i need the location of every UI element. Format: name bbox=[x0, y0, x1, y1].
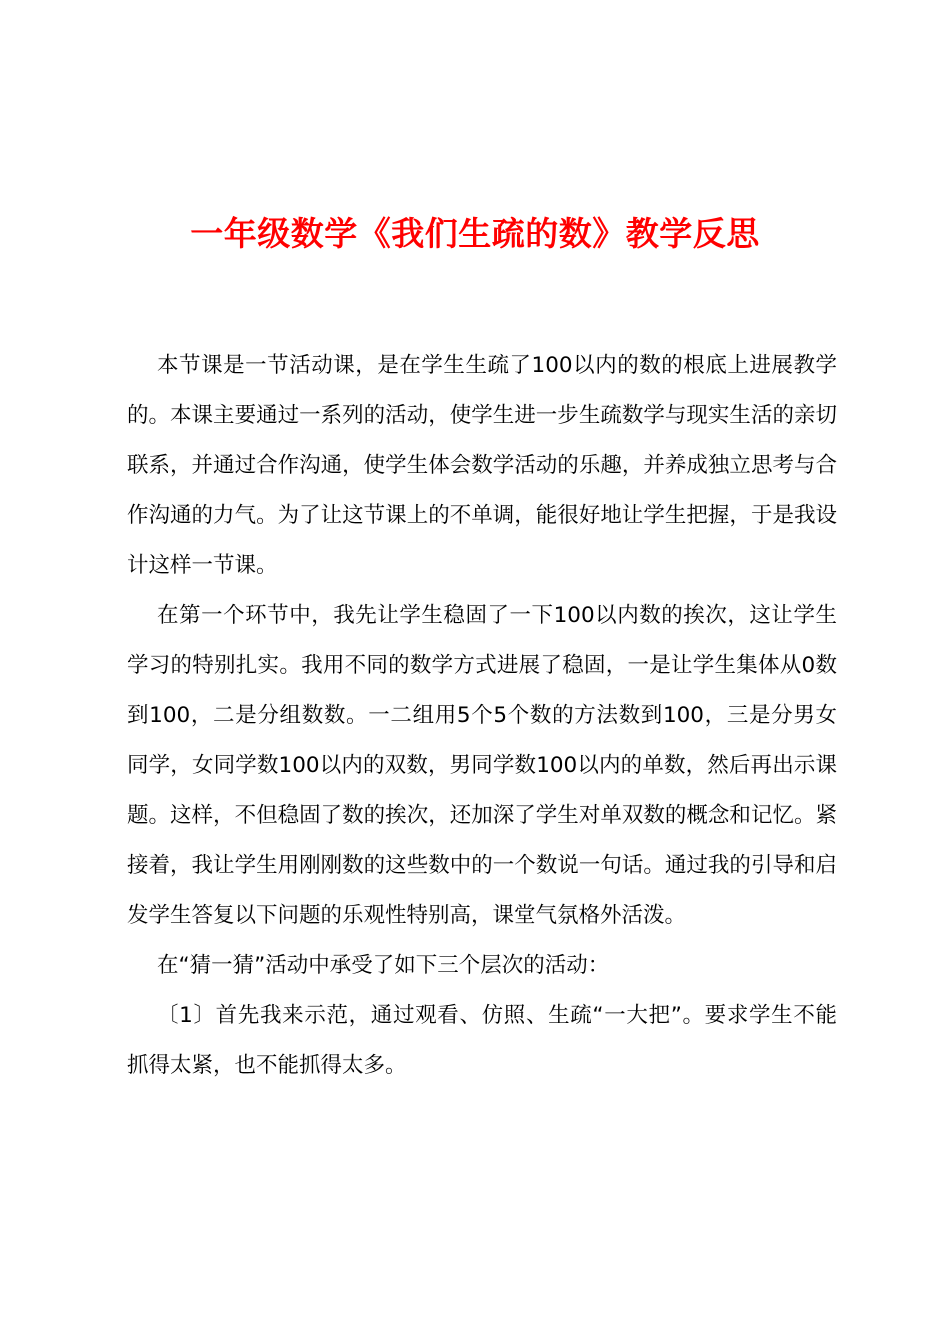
document-body bbox=[127, 341, 837, 1091]
paragraph-first-segment: 在第一个环节中，我先让学生稳固了一下100以内数的挨次，这让学生学习的特别扎实。我用不同的数学方式进展了稳固，一是让学生集体从0数到100，二是分组数数。一二组用5个5个数的方法数到100，三是分男女同学，女同学数100以内的双数，男同学数100以内的单数，然后再出示课题。这样，不但稳固了数的挨次，还加深了学生对单双数的概念和记忆。紧接着，我让学生用刚刚数的这些数中的一个数说一句话。通过我的引导和启发学生答复以下问题的乐观性特别高，课堂气氛格外活泼。 bbox=[127, 603, 837, 928]
paragraph-step-one: 〔1〕首先我来示范，通过观看、仿照、生疏“一大把”。要求学生不能抓得太紧，也不能抓得太多。 bbox=[127, 1003, 837, 1078]
paragraph-intro: 本节课是一节活动课，是在学生生疏了100以内的数的根底上进展教学的。本课主要通过一系列的活动，使学生进一步生疏数学与现实生活的亲切联系，并通过合作沟通，使学生体会数学活动的乐趣，并养成独立思考与合作沟通的力气。为了让这节课上的不单调，能很好地让学生把握，于是我设计这样一节课。 bbox=[127, 353, 837, 578]
paragraph-guess-activity: 在“猜一猜”活动中承受了如下三个层次的活动： bbox=[157, 953, 610, 978]
document-title: 一年级数学《我们生疏的数》教学反思 bbox=[190, 214, 760, 253]
